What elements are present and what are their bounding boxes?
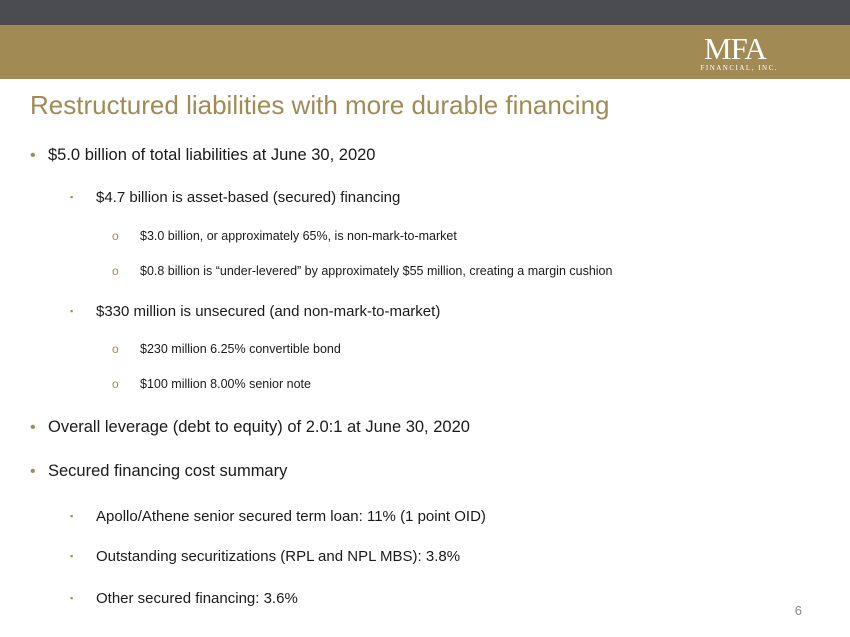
top-dark-bar bbox=[0, 0, 850, 25]
square-bullet-icon: ▪ bbox=[70, 192, 74, 202]
circle-bullet-icon: o bbox=[112, 377, 119, 391]
circle-bullet-icon: o bbox=[112, 264, 119, 278]
bullet-text: Overall leverage (debt to equity) of 2.0:1 at June 30, 2020 bbox=[48, 418, 470, 436]
sub-bullet-unsecured bbox=[70, 303, 440, 320]
circle-bullet-icon: o bbox=[112, 342, 119, 356]
bullet-total-liabilities bbox=[30, 146, 375, 165]
bullet-cost-summary bbox=[30, 462, 287, 481]
bullet-text: $100 million 8.00% senior note bbox=[140, 377, 311, 391]
bullet-text: Other secured financing: 3.6% bbox=[96, 590, 298, 607]
logo-sub-text: FINANCIAL, INC. bbox=[700, 64, 778, 72]
bullet-text: $5.0 billion of total liabilities at June 30, 2020 bbox=[48, 146, 376, 164]
bullet-text: $3.0 billion, or approximately 65%, is non-mark-to-market bbox=[140, 229, 457, 243]
bullet-text: $0.8 billion is “under-levered” by approximately $55 million, creating a margin cushion bbox=[140, 264, 613, 278]
sub-sub-bullet-convertible bbox=[112, 342, 341, 356]
square-bullet-icon: ▪ bbox=[70, 511, 74, 521]
bullet-text: Apollo/Athene senior secured term loan: 11% (1 point OID) bbox=[96, 508, 486, 525]
square-bullet-icon: ▪ bbox=[70, 551, 74, 561]
sub-bullet-securitizations bbox=[70, 548, 460, 565]
page-number: 6 bbox=[794, 603, 802, 618]
square-bullet-icon: ▪ bbox=[70, 306, 74, 316]
bullet-text: $330 million is unsecured (and non-mark-to-market) bbox=[96, 303, 441, 320]
bullet-text: Outstanding securitizations (RPL and NPL MBS): 3.8% bbox=[96, 548, 461, 565]
sub-sub-bullet-non-mtm bbox=[112, 229, 457, 243]
bullet-text: $230 million 6.25% convertible bond bbox=[140, 342, 341, 356]
bullet-dot-icon: • bbox=[30, 147, 36, 164]
sub-sub-bullet-under-levered bbox=[112, 264, 612, 278]
circle-bullet-icon: o bbox=[112, 229, 119, 243]
slide-title: Restructured liabilities with more durable financing bbox=[30, 90, 610, 120]
bullet-dot-icon: • bbox=[30, 419, 36, 436]
logo-main-text: MFA bbox=[704, 31, 766, 66]
bullet-text: Secured financing cost summary bbox=[48, 462, 288, 480]
sub-bullet-apollo-athene bbox=[70, 508, 486, 525]
mfa-logo bbox=[690, 33, 780, 75]
bullet-dot-icon: • bbox=[30, 463, 36, 480]
square-bullet-icon: ▪ bbox=[70, 593, 74, 603]
bullet-text: $4.7 billion is asset-based (secured) financing bbox=[96, 189, 401, 206]
bullet-overall-leverage bbox=[30, 418, 470, 437]
sub-bullet-other-secured bbox=[70, 590, 298, 607]
sub-bullet-asset-based bbox=[70, 189, 400, 206]
sub-sub-bullet-senior-note bbox=[112, 377, 311, 391]
